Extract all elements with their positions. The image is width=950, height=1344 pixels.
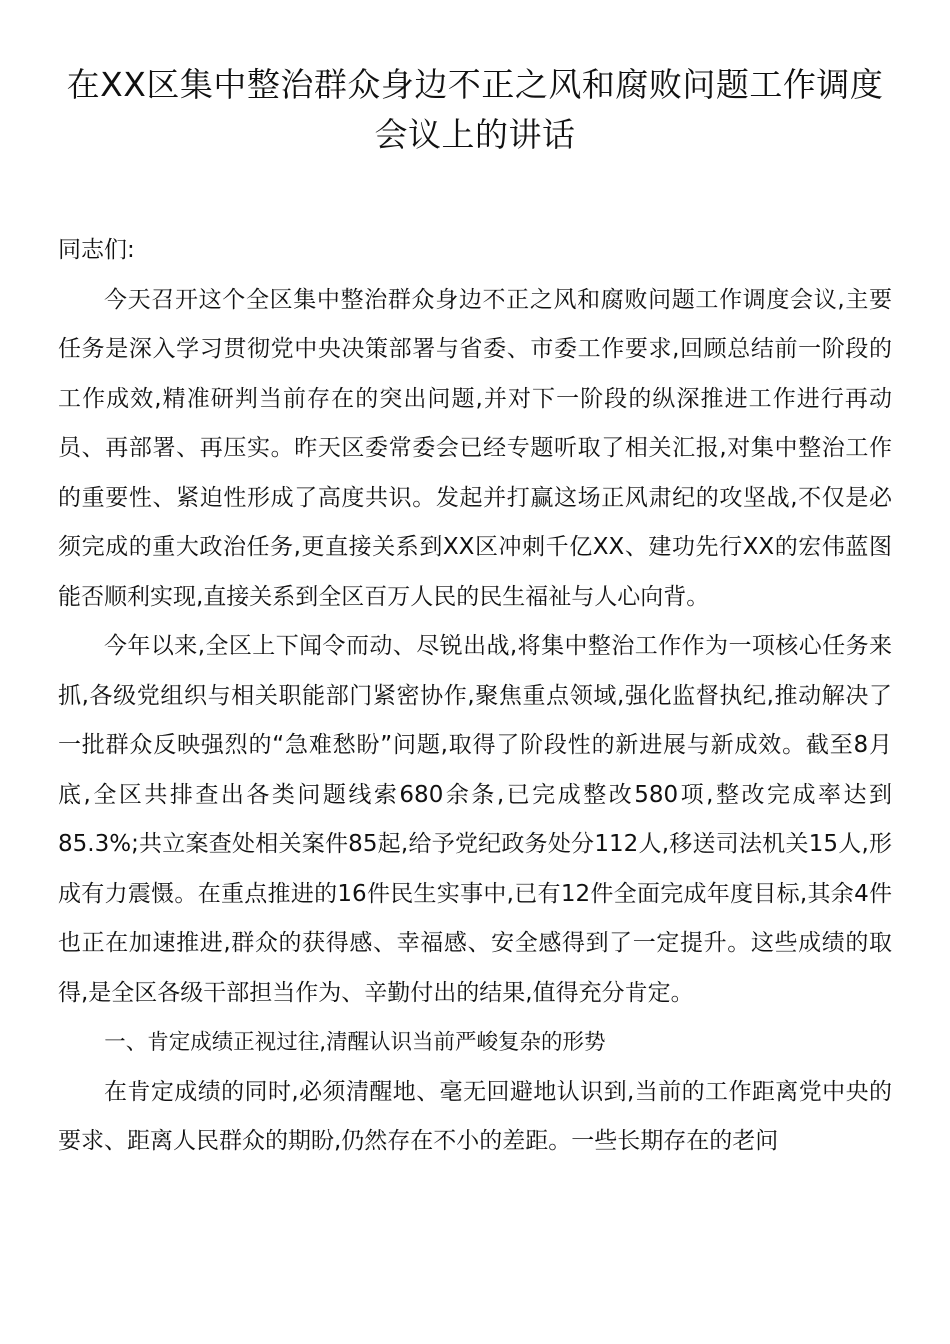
section-heading: 一、肯定成绩正视过往,清醒认识当前严峻复杂的形势 [104,1030,606,1055]
document-title: 在XX区集中整治群众身边不正之风和腐败问题工作调度会议上的讲话 [66,65,884,154]
greeting: 同志们: [58,237,135,263]
paragraph-achievements: 今年以来,全区上下闻令而动、尽锐出战,将集中整治工作作为一项核心任务来抓,各级党组织与相关职能部门紧密协作,聚焦重点领域,强化监督执纪,推动解决了一批群众反映强烈的“急难愁盼”问题,取得了阶段性的新进展与新成效。截至8月底,全区共排查出各类问题线索680余条,已完成整改580项,整改完成率达到85.3%;共立案查处相关案件85起,给予党纪政务处分112人,移送司法机关15人,形成有力震慑。在重点推进的16件民生实事中,已有12件全面完成年度目标,其余4件也正在加速推进,群众的获得感、幸福感、安全感得到了一定提升。这些成绩的取得,是全区各级干部担当作为、辛勤付出的结果,值得充分肯定。 [58,633,892,1006]
paragraph-intro: 今天召开这个全区集中整治群众身边不正之风和腐败问题工作调度会议,主要任务是深入学习贯彻党中央决策部署与省委、市委工作要求,回顾总结前一阶段的工作成效,精准研判当前存在的突出问题,并对下一阶段的纵深推进工作进行再动员、再部署、再压实。昨天区委常委会已经专题听取了相关汇报,对集中整治工作的重要性、紧迫性形成了高度共识。发起并打赢这场正风肃纪的攻坚战,不仅是必须完成的重大政治任务,更直接关系到XX区冲刺千亿XX、建功先行XX的宏伟蓝图能否顺利实现,直接关系到全区百万人民的民生福祉与人心向背。 [58,286,892,610]
paragraph-challenges: 在肯定成绩的同时,必须清醒地、毫无回避地认识到,当前的工作距离党中央的要求、距离人民群众的期盼,仍然存在不小的差距。一些长期存在的老问 [58,1078,892,1154]
document-page [58,60,892,1167]
